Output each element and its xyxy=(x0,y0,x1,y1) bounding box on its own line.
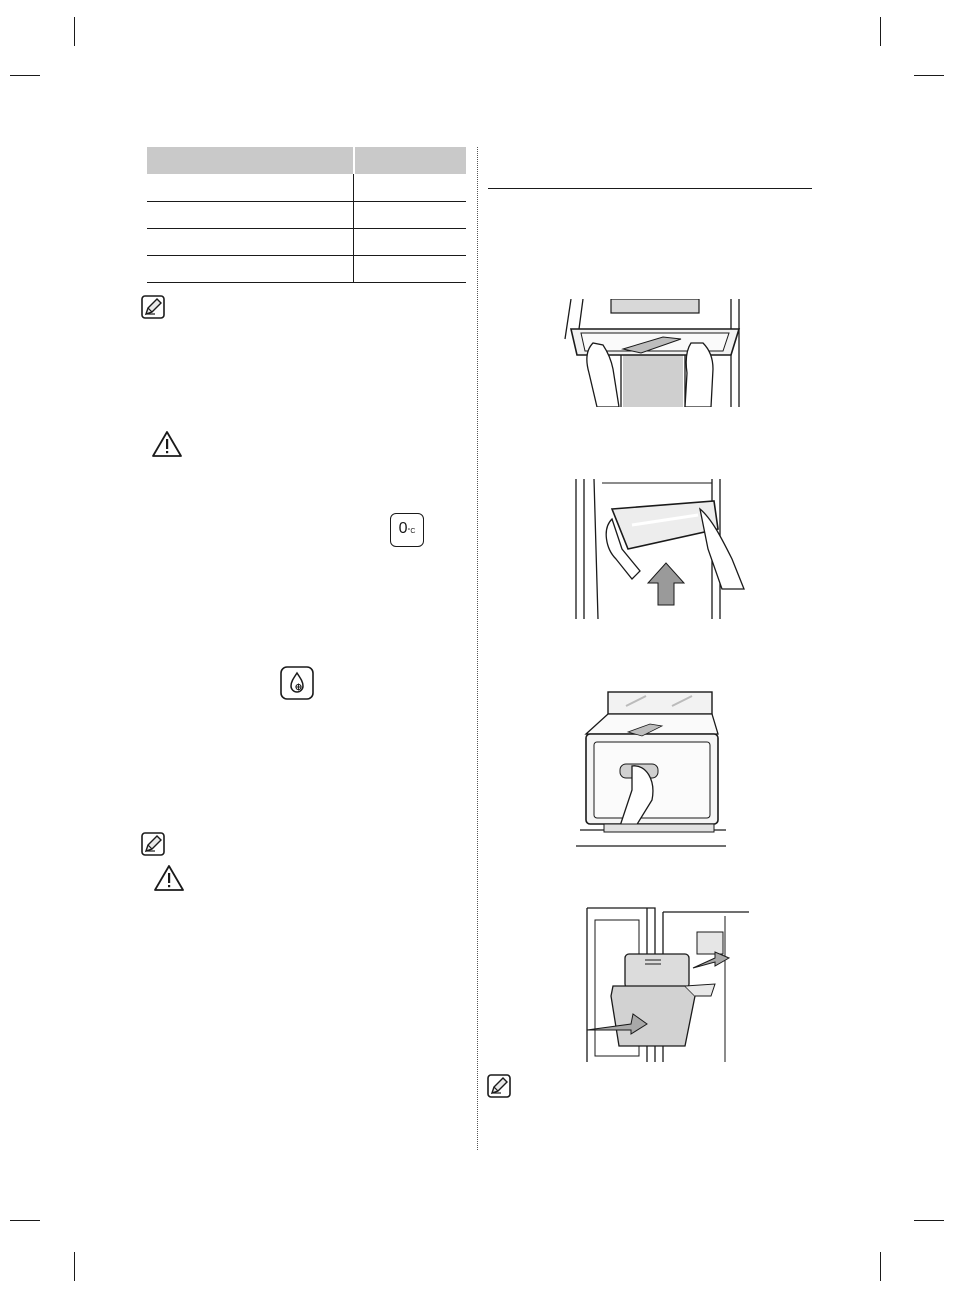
table-row xyxy=(147,228,466,256)
zero-degree-unit: °C xyxy=(407,528,416,535)
crop-mark-top-left-v xyxy=(74,17,75,46)
table-cell-separator xyxy=(353,255,354,282)
crop-mark-bottom-right-v xyxy=(880,1252,881,1281)
note-pencil-icon xyxy=(487,1074,511,1098)
table-row xyxy=(147,255,466,283)
zero-degree-button-icon xyxy=(390,513,424,547)
table-header-separator xyxy=(353,147,355,174)
crop-mark-top-right-h xyxy=(914,75,944,76)
caution-triangle-icon xyxy=(153,864,185,892)
zero-degree-label: 0 xyxy=(398,520,408,537)
table-row xyxy=(147,174,466,202)
table-cell-separator xyxy=(353,174,354,201)
figure-lift-shelf xyxy=(572,479,748,619)
note-pencil-icon xyxy=(141,832,165,856)
crop-mark-bottom-left-h xyxy=(10,1220,40,1221)
crop-mark-top-left-h xyxy=(10,75,40,76)
figure-remove-ice-bucket xyxy=(585,906,749,1062)
table-cell-separator xyxy=(353,228,354,255)
water-drop-ice-button-icon xyxy=(280,666,314,700)
figure-pull-drawer xyxy=(576,690,728,850)
crop-mark-bottom-right-h xyxy=(914,1220,944,1221)
section-rule xyxy=(488,188,812,189)
crop-mark-top-right-v xyxy=(880,17,881,46)
table-row xyxy=(147,201,466,229)
crop-mark-bottom-left-v xyxy=(74,1252,75,1281)
caution-triangle-icon xyxy=(151,430,183,458)
table-header-row xyxy=(147,147,466,174)
table-cell-separator xyxy=(353,201,354,228)
note-pencil-icon xyxy=(141,295,165,319)
figure-remove-shelf xyxy=(563,299,747,407)
column-divider xyxy=(477,147,478,1150)
